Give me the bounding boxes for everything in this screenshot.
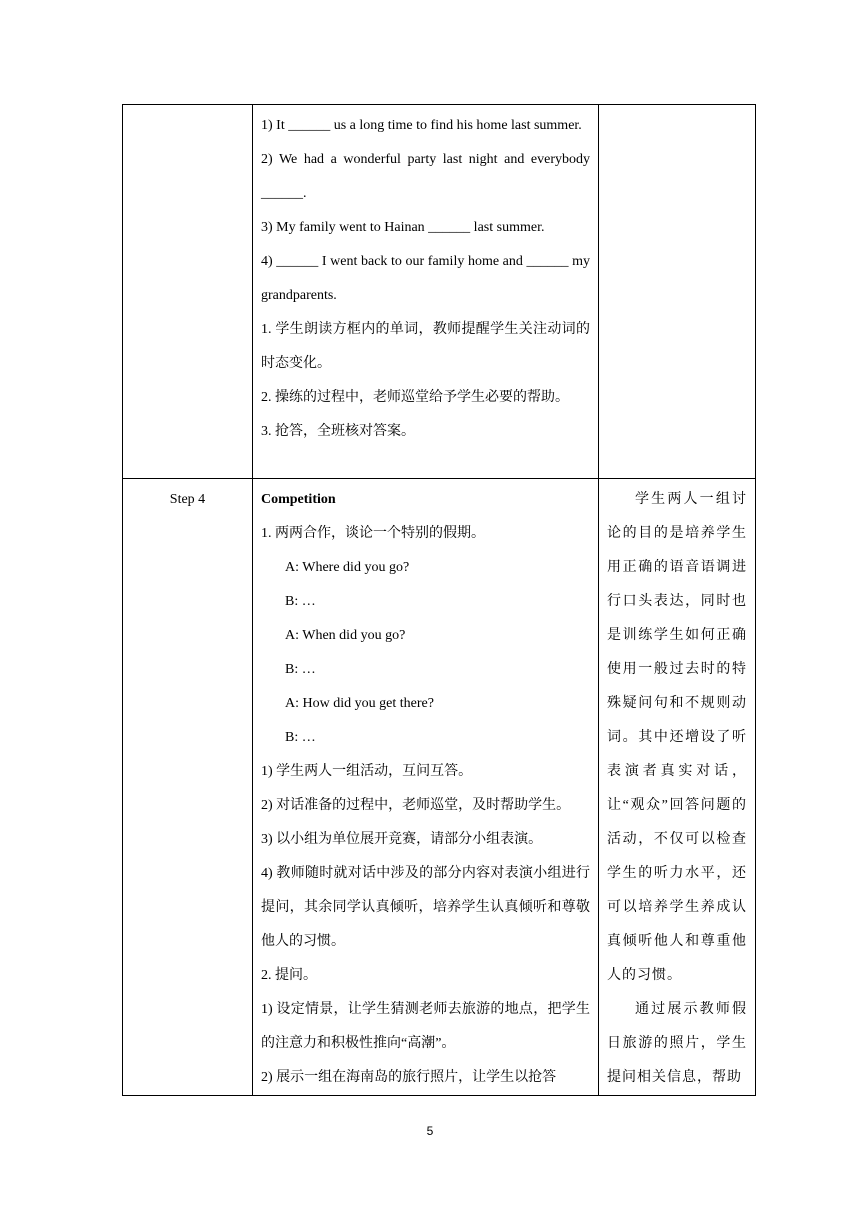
procedure-step: 1) 学生两人一组活动，互问互答。 <box>261 764 473 779</box>
exercise-item: 1) It ______ us a long time to find his home last summer. <box>261 118 582 133</box>
procedure-step: 4) 教师随时就对话中涉及的部分内容对表演小组进行提问，其余同学认真倾听，培养学生认真倾听和尊敬他人的习惯。 <box>261 866 590 949</box>
dialogue-line: A: How did you get there? <box>285 696 434 711</box>
exercise-item: 4) ______ I went back to our family home and ______ my grandparents. <box>261 254 590 303</box>
procedure-step: 1) 设定情景，让学生猜测老师去旅游的地点，把学生的注意力和积极性推向“高潮”。 <box>261 1002 590 1051</box>
task-title: 2. 提问。 <box>261 968 317 983</box>
teaching-note: 2. 操练的过程中，老师巡堂给予学生必要的帮助。 <box>261 390 569 405</box>
procedure-step: 3) 以小组为单位展开竞赛，请部分小组表演。 <box>261 832 543 847</box>
dialogue-line: B: … <box>285 730 316 745</box>
activity-cell <box>253 479 599 1096</box>
step-label: Step 4 <box>123 479 253 1096</box>
purpose-text: 通过展示教师假日旅游的照片，学生提问相关信息，帮助 <box>607 1002 747 1085</box>
step-cell-empty <box>123 105 253 479</box>
procedure-step: 2) 对话准备的过程中，老师巡堂，及时帮助学生。 <box>261 798 571 813</box>
teaching-note: 3. 抢答，全班核对答案。 <box>261 424 415 439</box>
dialogue-line: A: Where did you go? <box>285 560 410 575</box>
activity-cell <box>253 105 599 479</box>
dialogue-line: B: … <box>285 594 316 609</box>
table-row <box>123 105 756 479</box>
lesson-plan-table <box>122 104 756 1096</box>
purpose-text: 学生两人一组讨论的目的是培养学生用正确的语音语调进行口头表达，同时也是训练学生如何正确使用一般过去时的特殊疑问句和不规则动词。其中还增设了听表演者真实对话，让“观众”回答问题的活动，不仅可以检查学生的听力水平，还可以培养学生养成认真倾听他人和尊重他人的习惯。 <box>607 492 747 983</box>
dialogue-line: B: … <box>285 662 316 677</box>
table-row <box>123 479 756 1096</box>
page-number: 5 <box>426 1124 434 1138</box>
exercise-item: 3) My family went to Hainan ______ last summer. <box>261 220 545 235</box>
dialogue-line: A: When did you go? <box>285 628 406 643</box>
teaching-note: 1. 学生朗读方框内的单词，教师提醒学生关注动词的时态变化。 <box>261 322 590 371</box>
task-title: 1. 两两合作，谈论一个特别的假期。 <box>261 526 485 541</box>
section-heading: Competition <box>261 492 336 507</box>
exercise-item: 2) We had a wonderful party last night and everybody ______. <box>261 152 590 201</box>
purpose-cell-empty <box>599 105 756 479</box>
procedure-step: 2) 展示一组在海南岛的旅行照片，让学生以抢答 <box>261 1070 557 1085</box>
purpose-cell <box>599 479 756 1096</box>
